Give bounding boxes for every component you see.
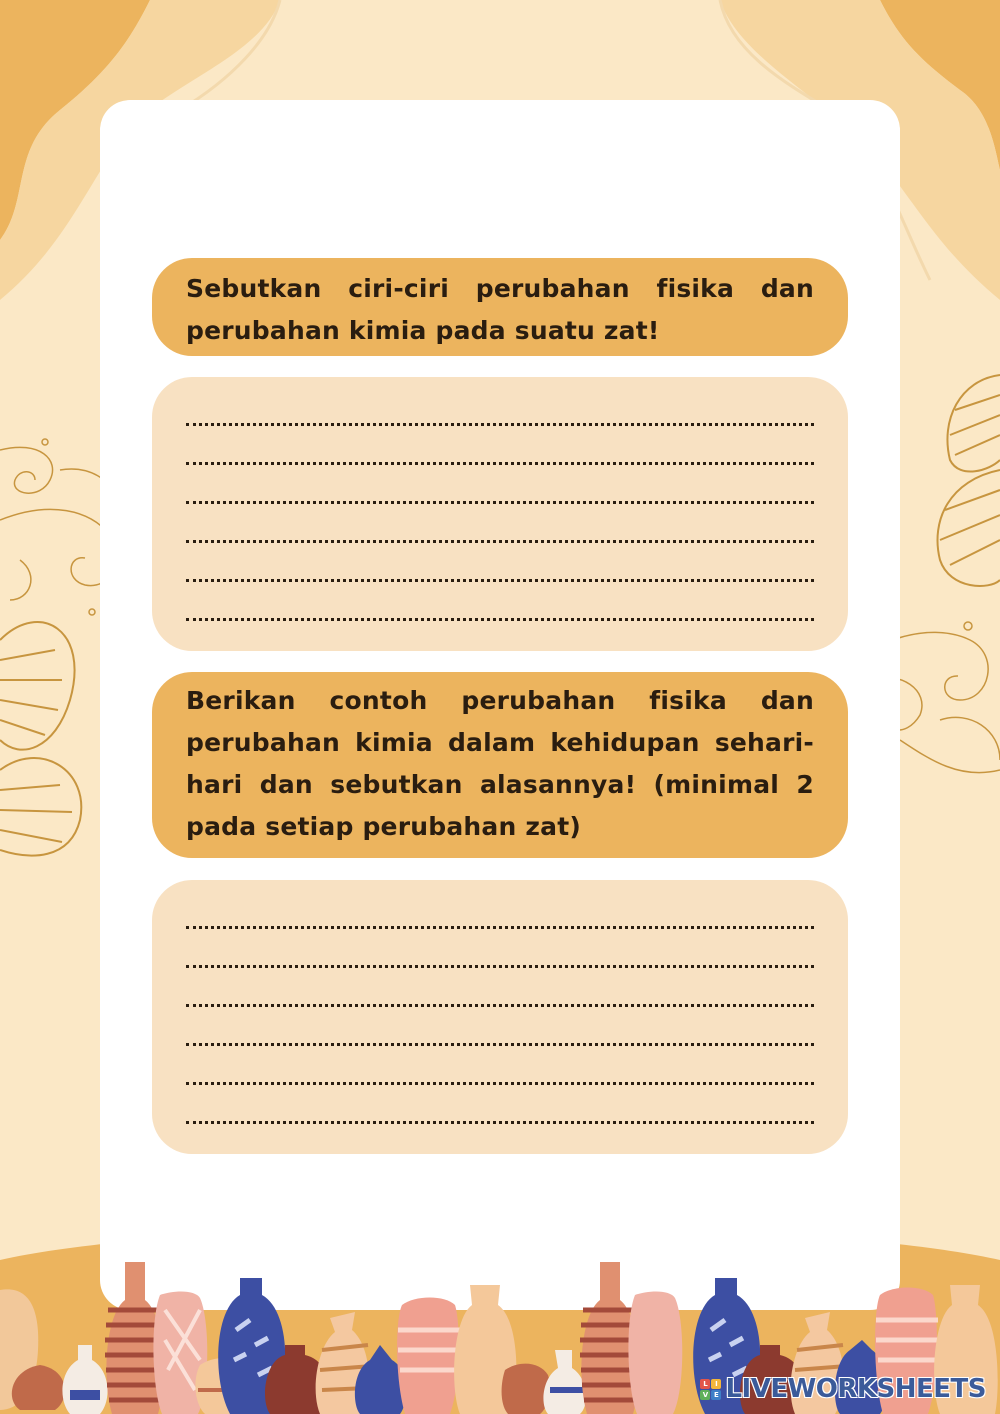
liveworksheets-brand — [700, 1374, 986, 1404]
answer-1-box — [152, 377, 848, 651]
answer-2-field-6[interactable] — [186, 1101, 814, 1124]
question-1-text: Sebutkan ciri-ciri perubahan fisika dan perubahan kimia pada suatu zat! — [186, 274, 814, 345]
answer-1-field-6[interactable] — [186, 598, 814, 621]
answer-1-line[interactable] — [186, 403, 814, 442]
answer-2-line[interactable] — [186, 984, 814, 1023]
answer-2-line[interactable] — [186, 1062, 814, 1101]
answer-2-line[interactable] — [186, 945, 814, 984]
answer-1-field-2[interactable] — [186, 442, 814, 465]
vase-group-left — [0, 1262, 586, 1414]
question-2-box — [152, 672, 848, 858]
answer-2-line[interactable] — [186, 906, 814, 945]
answer-1-field-1[interactable] — [186, 403, 814, 426]
answer-1-line[interactable] — [186, 598, 814, 637]
right-ginkgo-leaves — [938, 375, 1000, 586]
answer-1-line[interactable] — [186, 520, 814, 559]
answer-2-field-3[interactable] — [186, 984, 814, 1007]
answer-2-field-5[interactable] — [186, 1062, 814, 1085]
answer-2-field-2[interactable] — [186, 945, 814, 968]
liveworksheets-logo-icon: L I V E — [700, 1379, 721, 1400]
answer-2-line[interactable] — [186, 1101, 814, 1140]
answer-2-field-1[interactable] — [186, 906, 814, 929]
answer-1-field-5[interactable] — [186, 559, 814, 582]
answer-1-line[interactable] — [186, 481, 814, 520]
answer-2-field-4[interactable] — [186, 1023, 814, 1046]
answer-1-line[interactable] — [186, 442, 814, 481]
answer-1-line[interactable] — [186, 559, 814, 598]
answer-1-field-4[interactable] — [186, 520, 814, 543]
left-ginkgo-leaves — [0, 622, 81, 855]
liveworksheets-text: LIVEWORKSHEETS — [725, 1374, 986, 1404]
answer-2-box — [152, 880, 848, 1154]
answer-1-field-3[interactable] — [186, 481, 814, 504]
question-1-box — [152, 258, 848, 356]
answer-2-line[interactable] — [186, 1023, 814, 1062]
question-2-text: Berikan contoh perubahan fisika dan perubahan kimia dalam kehidupan sehari-hari dan sebutkan alasannya! (minimal 2 pada setiap perubahan zat) — [186, 686, 814, 841]
